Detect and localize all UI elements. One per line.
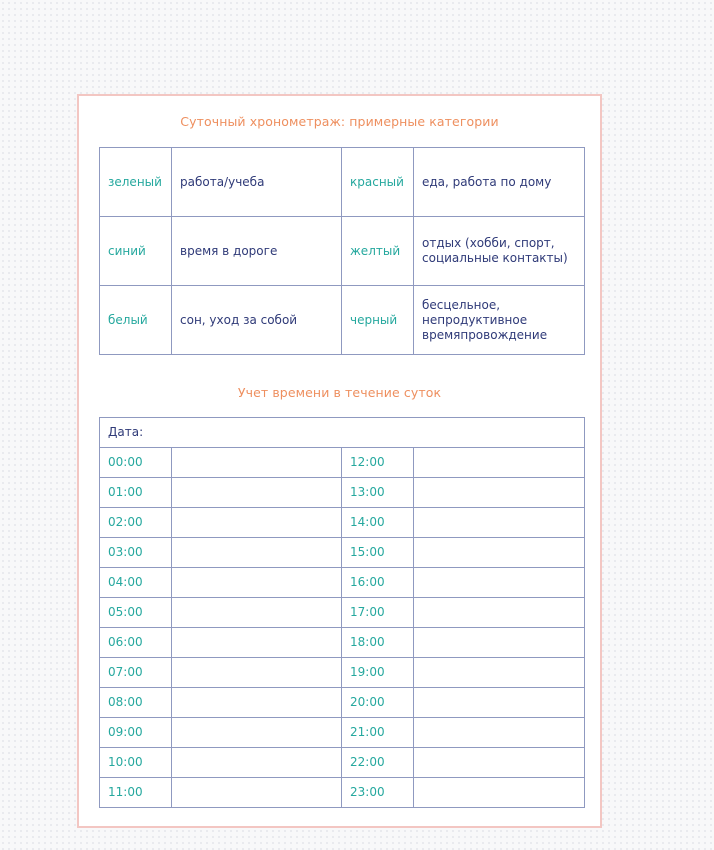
categories-table bbox=[99, 147, 585, 355]
activity-entry-cell[interactable] bbox=[414, 448, 585, 478]
time-row bbox=[100, 568, 585, 598]
time-label: 12:00 bbox=[342, 448, 414, 478]
activity-entry-cell[interactable] bbox=[414, 478, 585, 508]
time-label: 01:00 bbox=[100, 478, 172, 508]
category-row bbox=[100, 217, 585, 286]
time-label: 05:00 bbox=[100, 598, 172, 628]
activity-entry-cell[interactable] bbox=[414, 688, 585, 718]
category-color-name: белый bbox=[100, 286, 172, 355]
time-row bbox=[100, 628, 585, 658]
time-row bbox=[100, 748, 585, 778]
time-label: 00:00 bbox=[100, 448, 172, 478]
activity-entry-cell[interactable] bbox=[172, 718, 342, 748]
time-label: 22:00 bbox=[342, 748, 414, 778]
category-description: еда, работа по дому bbox=[414, 148, 585, 217]
activity-entry-cell[interactable] bbox=[414, 718, 585, 748]
time-label: 02:00 bbox=[100, 508, 172, 538]
activity-entry-cell[interactable] bbox=[172, 598, 342, 628]
date-field[interactable]: Дата: bbox=[100, 418, 585, 448]
category-color-name: черный bbox=[342, 286, 414, 355]
time-label: 23:00 bbox=[342, 778, 414, 808]
time-label: 08:00 bbox=[100, 688, 172, 718]
time-row bbox=[100, 508, 585, 538]
time-row bbox=[100, 658, 585, 688]
activity-entry-cell[interactable] bbox=[414, 508, 585, 538]
activity-entry-cell[interactable] bbox=[414, 598, 585, 628]
time-label: 03:00 bbox=[100, 538, 172, 568]
activity-entry-cell[interactable] bbox=[172, 628, 342, 658]
time-row bbox=[100, 718, 585, 748]
category-row bbox=[100, 148, 585, 217]
date-row bbox=[100, 418, 585, 448]
category-row bbox=[100, 286, 585, 355]
time-row bbox=[100, 448, 585, 478]
activity-entry-cell[interactable] bbox=[414, 568, 585, 598]
time-label: 20:00 bbox=[342, 688, 414, 718]
activity-entry-cell[interactable] bbox=[172, 658, 342, 688]
time-label: 19:00 bbox=[342, 658, 414, 688]
activity-entry-cell[interactable] bbox=[172, 748, 342, 778]
time-label: 17:00 bbox=[342, 598, 414, 628]
activity-entry-cell[interactable] bbox=[172, 538, 342, 568]
time-log-table bbox=[99, 417, 585, 808]
category-description: время в дороге bbox=[172, 217, 342, 286]
time-label: 15:00 bbox=[342, 538, 414, 568]
category-color-name: желтый bbox=[342, 217, 414, 286]
time-row bbox=[100, 478, 585, 508]
worksheet-page bbox=[77, 94, 602, 828]
category-color-name: зеленый bbox=[100, 148, 172, 217]
time-row bbox=[100, 688, 585, 718]
category-color-name: красный bbox=[342, 148, 414, 217]
log-title: Учет времени в течение суток bbox=[237, 385, 442, 400]
time-label: 07:00 bbox=[100, 658, 172, 688]
activity-entry-cell[interactable] bbox=[414, 658, 585, 688]
activity-entry-cell[interactable] bbox=[414, 748, 585, 778]
category-description: отдых (хобби, спорт, социальные контакты) bbox=[414, 217, 585, 286]
time-label: 09:00 bbox=[100, 718, 172, 748]
activity-entry-cell[interactable] bbox=[414, 628, 585, 658]
time-label: 04:00 bbox=[100, 568, 172, 598]
time-label: 13:00 bbox=[342, 478, 414, 508]
category-description: сон, уход за собой bbox=[172, 286, 342, 355]
time-label: 06:00 bbox=[100, 628, 172, 658]
activity-entry-cell[interactable] bbox=[414, 778, 585, 808]
time-label: 10:00 bbox=[100, 748, 172, 778]
time-row bbox=[100, 778, 585, 808]
categories-title: Суточный хронометраж: примерные категории bbox=[180, 114, 499, 129]
category-color-name: синий bbox=[100, 217, 172, 286]
category-description: работа/учеба bbox=[172, 148, 342, 217]
time-label: 11:00 bbox=[100, 778, 172, 808]
activity-entry-cell[interactable] bbox=[172, 508, 342, 538]
time-label: 18:00 bbox=[342, 628, 414, 658]
activity-entry-cell[interactable] bbox=[172, 478, 342, 508]
time-row bbox=[100, 538, 585, 568]
time-row bbox=[100, 598, 585, 628]
activity-entry-cell[interactable] bbox=[414, 538, 585, 568]
activity-entry-cell[interactable] bbox=[172, 448, 342, 478]
time-label: 14:00 bbox=[342, 508, 414, 538]
activity-entry-cell[interactable] bbox=[172, 688, 342, 718]
activity-entry-cell[interactable] bbox=[172, 778, 342, 808]
time-label: 21:00 bbox=[342, 718, 414, 748]
time-label: 16:00 bbox=[342, 568, 414, 598]
category-description: бесцельное, непродуктивное времяпровождение bbox=[414, 286, 585, 355]
activity-entry-cell[interactable] bbox=[172, 568, 342, 598]
